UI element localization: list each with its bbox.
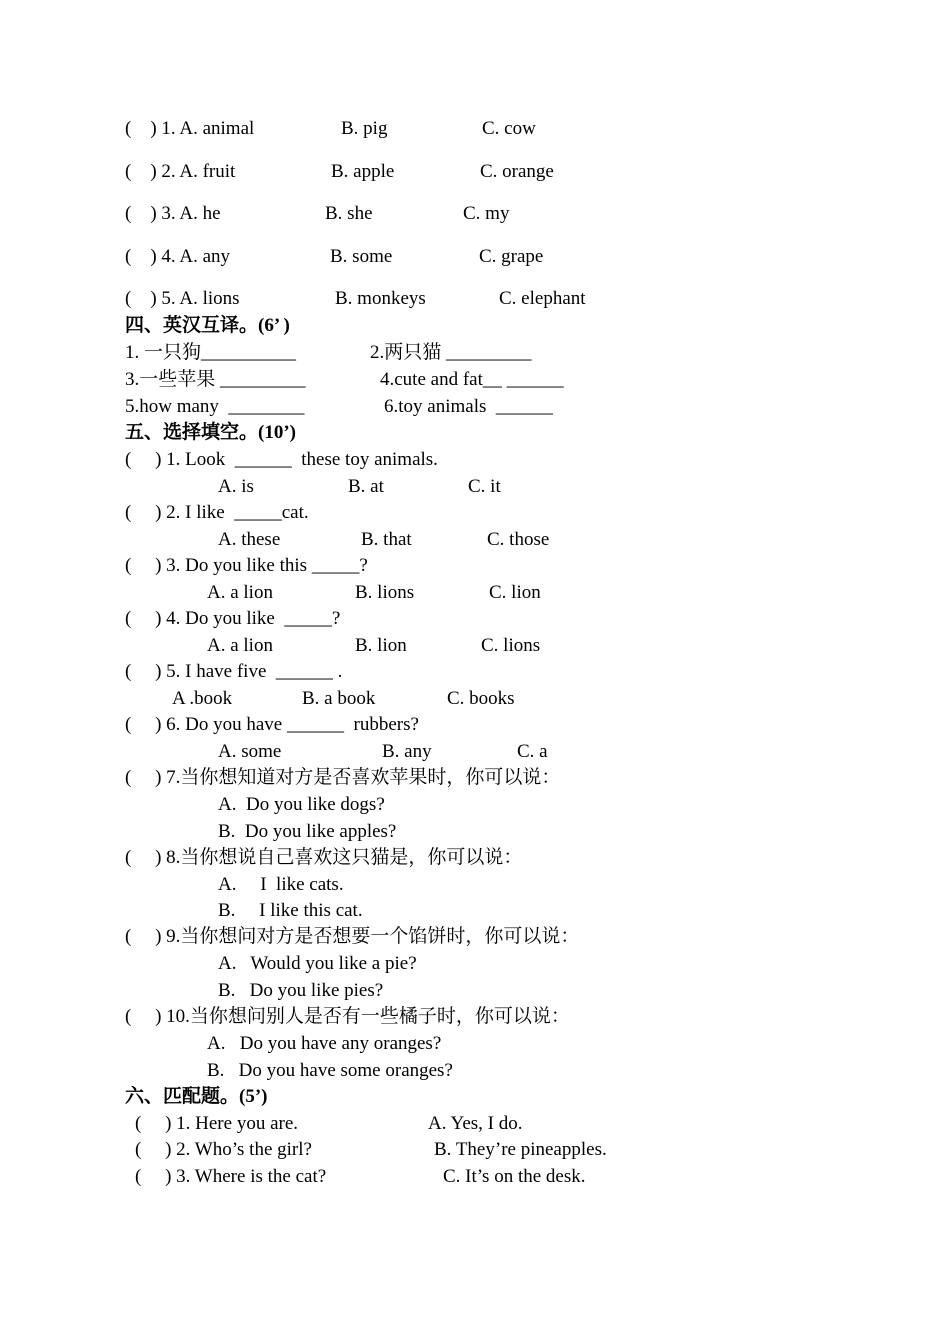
odd-q1: ( ) 1. A. animal xyxy=(125,118,255,139)
s5-q8: ( ) 8.当你想说自己喜欢这只猫是，你可以说： xyxy=(125,847,523,868)
odd-q1-b: B. pig xyxy=(341,118,388,139)
section5-title: 五、选择填空。(10’) xyxy=(125,422,296,443)
s6-q2: ( ) 2. Who’s the girl? xyxy=(135,1139,312,1160)
s6-q1: ( ) 1. Here you are. xyxy=(135,1113,299,1134)
s5-q5-b: B. a book xyxy=(302,688,376,709)
s5-q1: ( ) 1. Look ______ these toy animals. xyxy=(125,449,438,470)
s6-q3: ( ) 3. Where is the cat? xyxy=(135,1166,327,1187)
s5-q2-a: A. these xyxy=(218,529,281,550)
odd-q4: ( ) 4. A. any xyxy=(125,246,231,267)
s5-q1-b: B. at xyxy=(348,476,384,497)
odd-q1-c: C. cow xyxy=(482,118,536,139)
s4-row2-right: 4.cute and fat__ ______ xyxy=(380,369,564,390)
odd-q3-c: C. my xyxy=(463,203,510,224)
odd-q5: ( ) 5. A. lions xyxy=(125,288,240,309)
s5-q4-c: C. lions xyxy=(481,635,541,656)
odd-q4-b: B. some xyxy=(330,246,393,267)
s5-q2-b: B. that xyxy=(361,529,412,550)
odd-q2-b: B. apple xyxy=(331,161,395,182)
s5-q6-c: C. a xyxy=(517,741,548,762)
section6-title: 六、匹配题。(5’) xyxy=(125,1086,268,1107)
s4-row3-left: 5.how many ________ xyxy=(125,396,305,417)
s5-q7: ( ) 7.当你想知道对方是否喜欢苹果时，你可以说： xyxy=(125,767,561,788)
s5-q1-a: A. is xyxy=(218,476,254,497)
odd-q4-c: C. grape xyxy=(479,246,544,267)
s4-row1-right: 2.两只猫 _________ xyxy=(370,342,532,363)
s6-a3: C. It’s on the desk. xyxy=(443,1166,586,1187)
s5-q7-a: A. Do you like dogs? xyxy=(218,794,385,815)
s5-q8-b: B. I like this cat. xyxy=(218,900,363,921)
s5-q2-c: C. those xyxy=(487,529,550,550)
s5-q9: ( ) 9.当你想问对方是否想要一个馅饼时，你可以说： xyxy=(125,926,580,947)
odd-q5-b: B. monkeys xyxy=(335,288,426,309)
s5-q6: ( ) 6. Do you have ______ rubbers? xyxy=(125,714,419,735)
odd-q3: ( ) 3. A. he xyxy=(125,203,221,224)
s5-q3-b: B. lions xyxy=(355,582,415,603)
s5-q1-c: C. it xyxy=(468,476,501,497)
s5-q4-a: A. a lion xyxy=(207,635,273,656)
s5-q4: ( ) 4. Do you like _____? xyxy=(125,608,341,629)
s6-a2: B. They’re pineapples. xyxy=(434,1139,607,1160)
s4-row2-left: 3.一些苹果 _________ xyxy=(125,369,306,390)
s5-q3: ( ) 3. Do you like this _____? xyxy=(125,555,368,576)
odd-q3-b: B. she xyxy=(325,203,373,224)
s5-q7-b: B. Do you like apples? xyxy=(218,821,397,842)
odd-q2-c: C. orange xyxy=(480,161,554,182)
s5-q10-a: A. Do you have any oranges? xyxy=(207,1033,442,1054)
s5-q5-a: A .book xyxy=(172,688,233,709)
s5-q2: ( ) 2. I like _____cat. xyxy=(125,502,309,523)
s5-q10-b: B. Do you have some oranges? xyxy=(207,1060,453,1081)
s5-q6-b: B. any xyxy=(382,741,432,762)
s5-q9-b: B. Do you like pies? xyxy=(218,980,384,1001)
s5-q9-a: A. Would you like a pie? xyxy=(218,953,417,974)
s5-q3-c: C. lion xyxy=(489,582,541,603)
s5-q3-a: A. a lion xyxy=(207,582,273,603)
odd-q5-c: C. elephant xyxy=(499,288,586,309)
s4-row3-right: 6.toy animals ______ xyxy=(384,396,553,417)
section4-title: 四、英汉互译。(6’ ) xyxy=(125,315,290,336)
odd-q2: ( ) 2. A. fruit xyxy=(125,161,236,182)
s5-q8-a: A. I like cats. xyxy=(218,874,344,895)
s6-a1: A. Yes, I do. xyxy=(428,1113,523,1134)
s5-q5: ( ) 5. I have five ______ . xyxy=(125,661,343,682)
s5-q10: ( ) 10.当你想问别人是否有一些橘子时，你可以说： xyxy=(125,1006,570,1027)
s5-q4-b: B. lion xyxy=(355,635,407,656)
s5-q6-a: A. some xyxy=(218,741,282,762)
s5-q5-c: C. books xyxy=(447,688,515,709)
s4-row1-left: 1. 一只狗__________ xyxy=(125,342,297,363)
